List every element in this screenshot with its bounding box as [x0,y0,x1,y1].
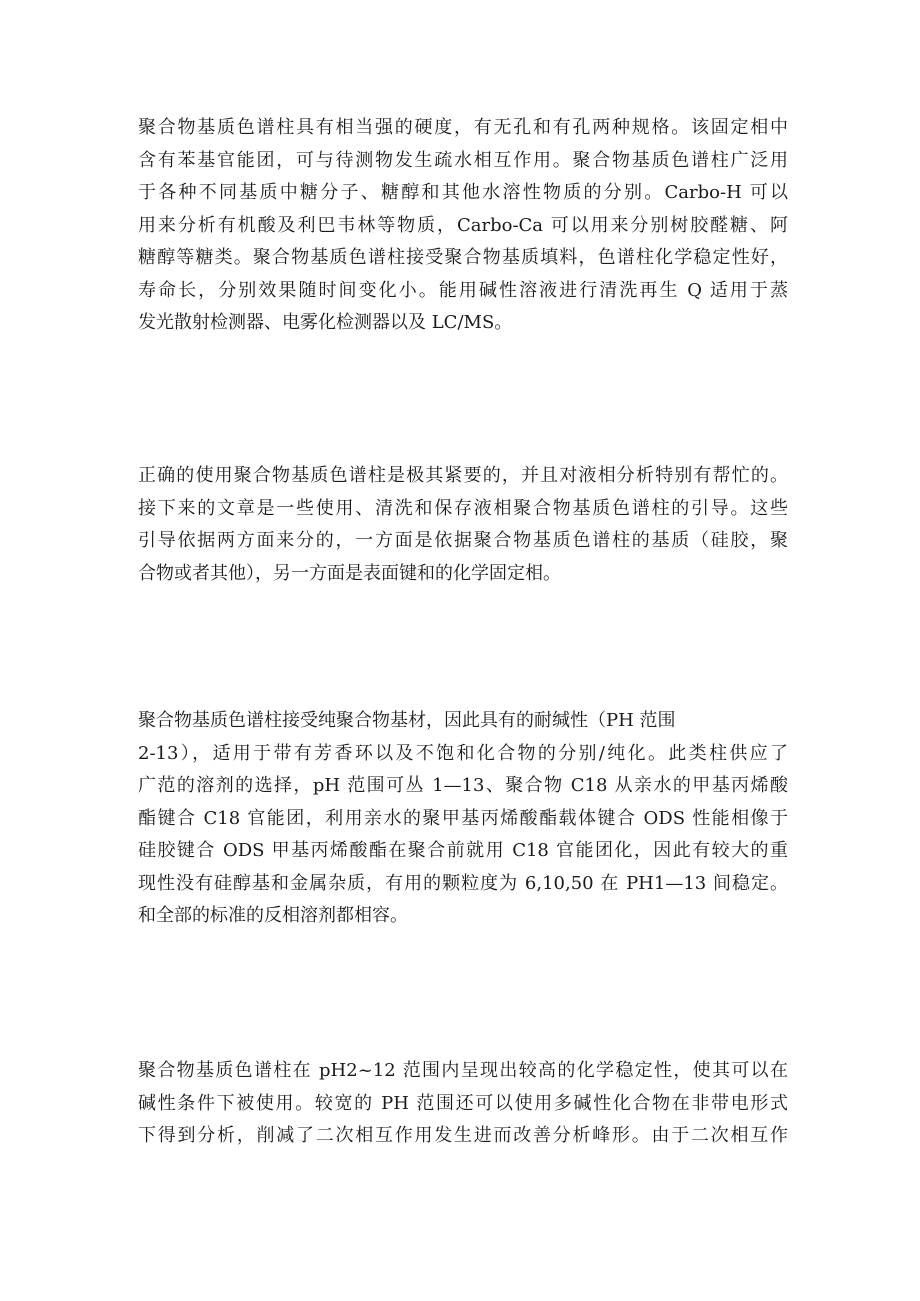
paragraph-polymer-column-intro [138,112,788,340]
text-line: 2-13），适用于带有芳香环以及不饱和化合物的分别/纯化。此类柱供应了 [138,742,788,764]
text-line: 碱性条件下被使用。较宽的 PH 范围还可以使用多碱性化合物在非带电形式 [138,1092,788,1114]
text-line: 寿命长，分别效果随时间变化小。能用碱性溶液进行清洗再生 Q 适用于蒸 [138,279,788,301]
text-line: 引导依据两方面来分的，一方面是依据聚合物基质色谱柱的基质（硅胶，聚 [138,530,788,551]
text-line: 硅胶键合 ODS 甲基丙烯酸酯在聚合前就用 C18 官能团化，因此有较大的重 [138,840,788,861]
text-line: 聚合物基质色谱柱具有相当强的硬度，有无孔和有孔两种规格。该固定相中 [138,117,788,138]
text-line: 糖醇等糖类。聚合物基质色谱柱接受聚合物基质填料，色谱柱化学稳定性好， [138,247,788,268]
text-line: 正确的使用聚合物基质色谱柱是极其紧要的，并且对液相分析特别有帮忙的。 [138,465,788,486]
text-line: 聚合物基质色谱柱接受纯聚合物基材，因此具有的耐缄性（PH 范围 [138,710,676,731]
paragraph-correct-usage [138,460,788,590]
paragraph-ph-stability [138,1055,788,1153]
text-line: 酯键合 C18 官能团，利用亲水的聚甲基丙烯酸酯载体键合 ODS 性能相像于 [138,807,788,829]
text-line: 合物或者其他），另一方面是表面键和的化学固定相。 [138,562,561,584]
text-line: 用来分析有机酸及利巴韦林等物质，Carbo-Ca 可以用来分别树胶醛糖、阿 [138,214,788,236]
text-line: 广范的溶剂的选择，pH 范围可丛 1—13、聚合物 C18 从亲水的甲基丙烯酸 [138,775,788,796]
paragraph-pure-polymer-substrate [138,705,788,933]
text-line: 聚合物基质色谱柱在 pH2~12 范围内呈现出较高的化学稳定性，使其可以在 [138,1060,788,1081]
text-line: 含有苯基官能团，可与待测物发生疏水相互作用。聚合物基质色谱柱广泛用 [138,149,788,171]
text-line: 现性没有硅醇基和金属杂质，有用的颗粒度为 6,10,50 在 PH1—13 间稳定。 [138,872,788,894]
text-line: 于各种不同基质中糖分子、糖醇和其他水溶性物质的分别。Carbo-H 可以 [138,182,788,203]
text-line: 和全部的标准的反相溶剂都相容。 [138,905,408,926]
text-line: 发光散射检测器、电雾化检测器以及 LC/MS。 [138,312,513,333]
text-line: 接下来的文章是一些使用、清洗和保存液相聚合物基质色谱柱的引导。这些 [138,497,788,519]
text-line: 下得到分析，削减了二次相互作用发生进而改善分析峰形。由于二次相互作 [138,1125,788,1146]
